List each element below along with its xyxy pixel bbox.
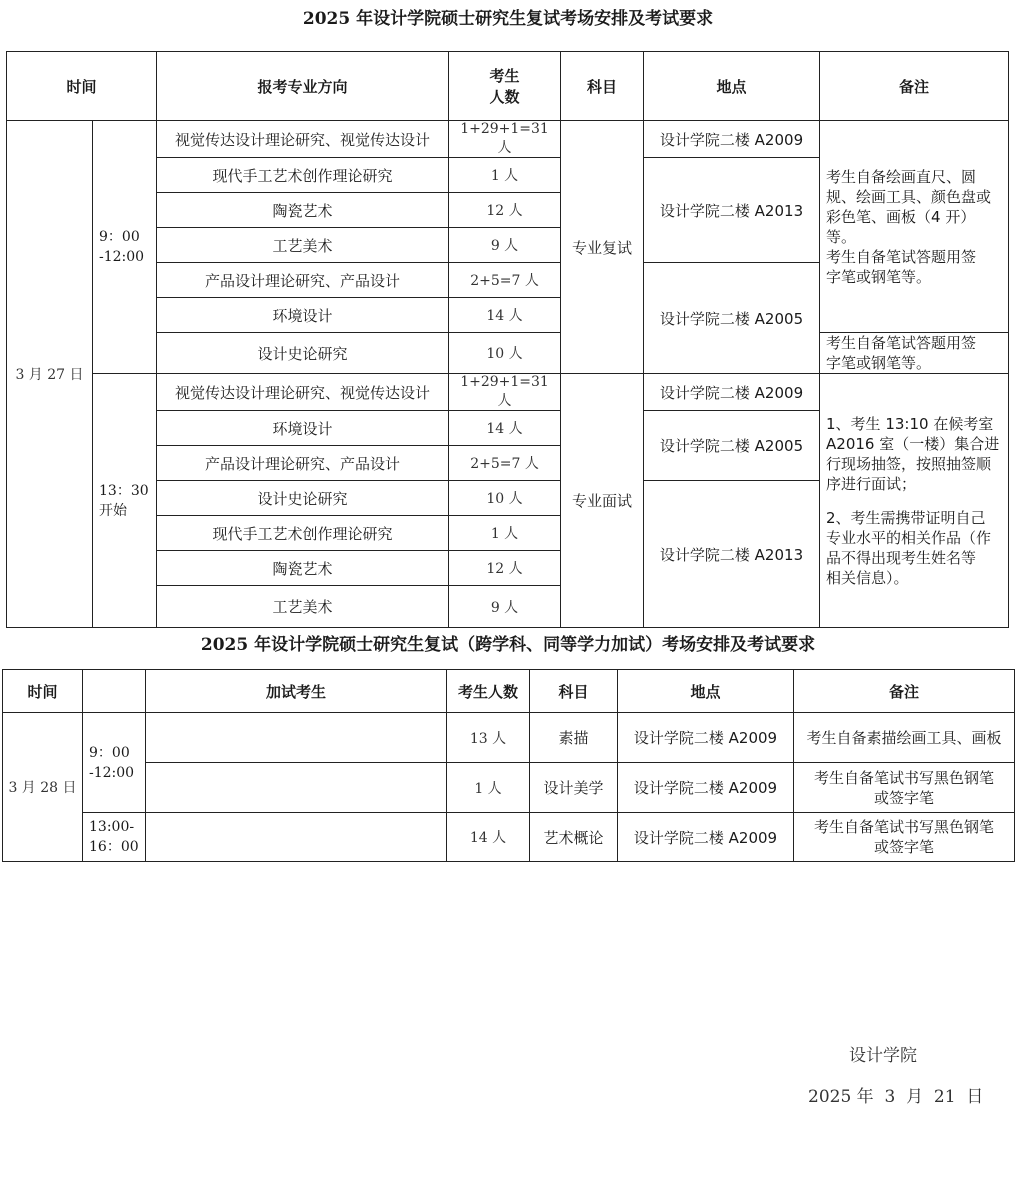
location-cell: 设计学院二楼 A2009 xyxy=(618,813,794,862)
location-cell: 设计学院二楼 A2009 xyxy=(644,374,820,411)
count-cell: 14 人 xyxy=(447,813,530,862)
subject-cell: 素描 xyxy=(530,713,618,763)
major-cell: 环境设计 xyxy=(157,411,449,446)
location-cell: 设计学院二楼 A2009 xyxy=(618,763,794,813)
major-cell: 陶瓷艺术 xyxy=(157,193,449,228)
header-examinee: 加试考生 xyxy=(146,670,447,713)
time-slot-afternoon-line2: 开始 xyxy=(99,502,127,519)
count-cell: 1 人 xyxy=(449,158,561,193)
time-slot-morning-line1: 9：00 xyxy=(89,744,130,761)
note-line: 考生自备笔试书写黑色钢笔 xyxy=(813,768,994,787)
header-notes: 备注 xyxy=(794,670,1015,713)
note-line: 字笔或钢笔等。 xyxy=(826,354,932,372)
note-line: 考生自备笔试书写黑色钢笔 xyxy=(813,818,994,836)
time-slot-afternoon xyxy=(83,813,146,862)
notes-cell-morning xyxy=(820,121,1009,333)
time-slot-morning xyxy=(93,121,157,374)
examinee-cell xyxy=(146,813,447,862)
note-line: 品不得出现考生姓名等 xyxy=(826,548,977,567)
subject-cell-morning: 专业复试 xyxy=(561,121,644,374)
date-cell: 3 月 27 日 xyxy=(7,121,93,628)
count-cell: 14 人 xyxy=(449,298,561,333)
major-cell: 工艺美术 xyxy=(157,228,449,263)
count-cell: 12 人 xyxy=(449,193,561,228)
subject-cell: 艺术概论 xyxy=(530,813,618,862)
footer-date: 2025 年 3 月 21 日 xyxy=(808,1087,984,1107)
location-cell: 设计学院二楼 A2005 xyxy=(644,411,820,481)
note-line: 规、绘画工具、颜色盘或 xyxy=(826,187,992,206)
footer-organization: 设计学院 xyxy=(849,1046,917,1066)
notes-cell-history xyxy=(820,333,1009,374)
notes-cell-afternoon xyxy=(820,374,1009,628)
header-location: 地点 xyxy=(618,670,794,713)
time-slot-afternoon-line1: 13:00- xyxy=(89,819,135,835)
date-cell: 3 月 28 日 xyxy=(3,713,83,862)
major-cell: 现代手工艺术创作理论研究 xyxy=(157,516,449,551)
notes-cell xyxy=(794,813,1015,862)
location-cell: 设计学院二楼 A2009 xyxy=(644,121,820,158)
note-spacer xyxy=(826,494,1002,508)
examinee-cell xyxy=(146,763,447,813)
major-cell: 视觉传达设计理论研究、视觉传达设计 xyxy=(157,121,449,158)
subject-cell-afternoon: 专业面试 xyxy=(561,374,644,628)
note-line: 行现场抽签，按照抽签顺 xyxy=(826,454,992,473)
header-count-line2: 人数 xyxy=(489,88,520,106)
examinee-cell xyxy=(146,713,447,763)
note-line: 或签字笔 xyxy=(873,838,934,856)
major-cell: 产品设计理论研究、产品设计 xyxy=(157,263,449,298)
header-location: 地点 xyxy=(644,52,820,121)
location-cell: 设计学院二楼 A2009 xyxy=(618,713,794,763)
count-cell: 14 人 xyxy=(449,411,561,446)
time-slot-morning-line2: -12:00 xyxy=(89,764,135,781)
count-cell: 1 人 xyxy=(447,763,530,813)
header-count xyxy=(449,52,561,121)
header-subject: 科目 xyxy=(530,670,618,713)
major-cell: 陶瓷艺术 xyxy=(157,551,449,586)
count-cell: 9 人 xyxy=(449,586,561,628)
major-cell: 产品设计理论研究、产品设计 xyxy=(157,446,449,481)
major-cell: 现代手工艺术创作理论研究 xyxy=(157,158,449,193)
notes-cell xyxy=(794,763,1015,813)
notes-cell: 考生自备素描绘画工具、画板 xyxy=(794,713,1015,763)
count-cell: 2+5=7 人 xyxy=(449,446,561,481)
header-major: 报考专业方向 xyxy=(157,52,449,121)
header-count-line1: 考生 xyxy=(489,67,520,85)
time-slot-afternoon-line1: 13：30 xyxy=(99,482,149,499)
major-cell: 工艺美术 xyxy=(157,586,449,628)
major-cell: 设计史论研究 xyxy=(157,333,449,374)
major-cell: 视觉传达设计理论研究、视觉传达设计 xyxy=(157,374,449,411)
note-line: 考生自备笔试答题用签 xyxy=(826,334,977,352)
time-slot-morning xyxy=(83,713,146,813)
count-cell: 9 人 xyxy=(449,228,561,263)
time-slot-morning-line1: 9：00 xyxy=(99,229,140,245)
major-cell: 设计史论研究 xyxy=(157,481,449,516)
note-line: 考生自备笔试答题用签 xyxy=(826,247,977,266)
document-title: 2025 年设计学院硕士研究生复试考场安排及考试要求 xyxy=(302,9,714,29)
location-cell: 设计学院二楼 A2013 xyxy=(644,158,820,263)
note-line: 考生自备绘画直尺、圆 xyxy=(826,167,977,186)
count-cell: 1 人 xyxy=(449,516,561,551)
note-line: 或签字笔 xyxy=(873,788,934,807)
note-line: 序进行面试； xyxy=(826,474,917,493)
location-cell: 设计学院二楼 A2013 xyxy=(644,481,820,628)
subject-cell: 设计美学 xyxy=(530,763,618,813)
note-line: 1、考生 13:10 在候考室 xyxy=(826,414,994,433)
note-line: 相关信息）。 xyxy=(826,568,909,587)
note-line: A2016 室（一楼）集合进 xyxy=(826,434,1000,453)
extra-exam-table xyxy=(2,669,1015,862)
header-time: 时间 xyxy=(3,670,83,713)
note-line: 专业水平的相关作品（作 xyxy=(826,528,992,547)
note-line: 彩色笔、画板（4 开）等。 xyxy=(826,207,976,246)
header-blank xyxy=(83,670,146,713)
time-slot-morning-line2: -12:00 xyxy=(99,249,145,265)
time-slot-afternoon xyxy=(93,374,157,628)
note-line: 字笔或钢笔等。 xyxy=(826,267,932,286)
count-cell: 1+29+1=31 人 xyxy=(449,121,561,158)
header-time: 时间 xyxy=(7,52,157,121)
document-title-2: 2025 年设计学院硕士研究生复试（跨学科、同等学力加试）考场安排及考试要求 xyxy=(200,635,816,655)
header-notes: 备注 xyxy=(820,52,1009,121)
count-cell: 12 人 xyxy=(449,551,561,586)
time-slot-afternoon-line2: 16：00 xyxy=(89,839,139,855)
major-cell: 环境设计 xyxy=(157,298,449,333)
exam-schedule-table xyxy=(6,51,1009,628)
count-cell: 13 人 xyxy=(447,713,530,763)
count-cell: 1+29+1=31 人 xyxy=(449,374,561,411)
count-cell: 10 人 xyxy=(449,481,561,516)
note-line: 2、考生需携带证明自己 xyxy=(826,508,986,527)
header-count: 考生人数 xyxy=(447,670,530,713)
count-cell: 2+5=7 人 xyxy=(449,263,561,298)
count-cell: 10 人 xyxy=(449,333,561,374)
header-subject: 科目 xyxy=(561,52,644,121)
location-cell: 设计学院二楼 A2005 xyxy=(644,263,820,374)
